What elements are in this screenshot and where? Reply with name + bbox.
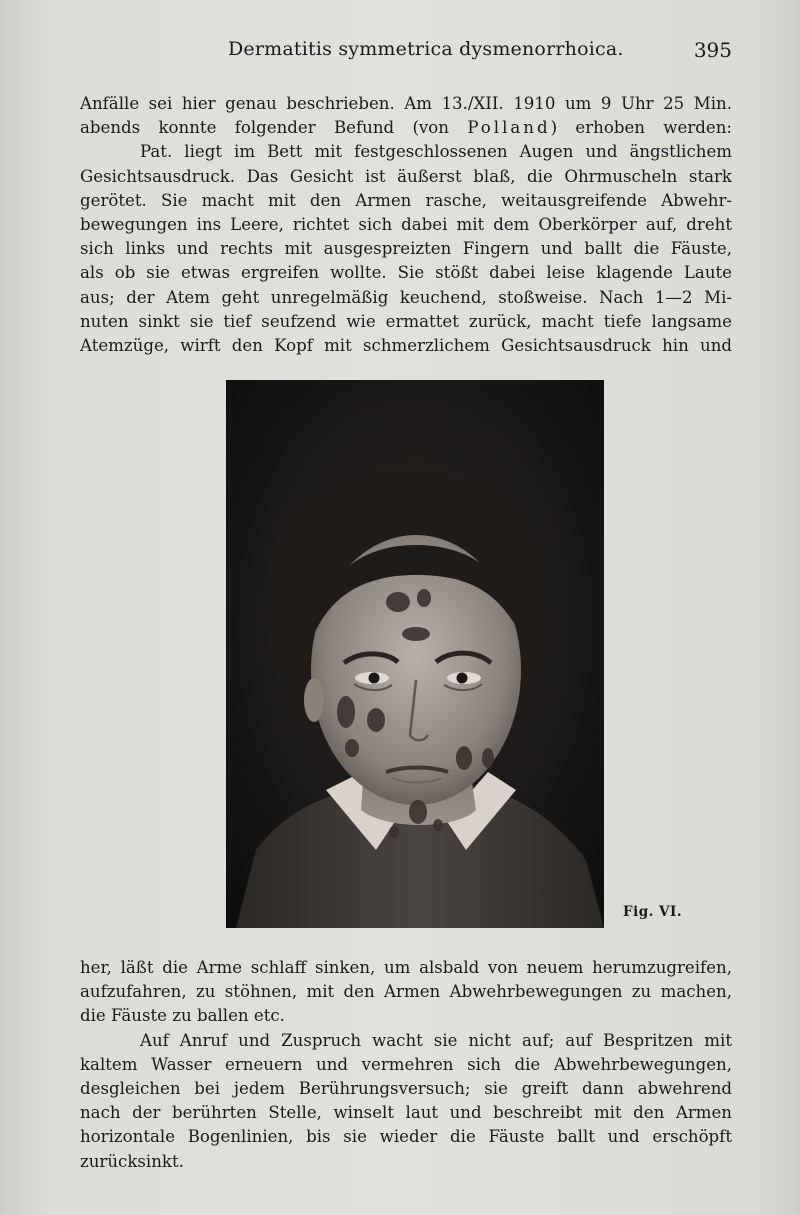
portrait-image <box>226 380 604 928</box>
text-line: nach der berührten Stelle, winselt laut und beschreibt mit den Armen <box>80 1103 732 1123</box>
text-line: horizontale Bogenlinien, bis sie wieder die Fäuste ballt und erschöpft <box>80 1127 732 1147</box>
text-line: aus; der Atem geht unregelmäßig keuchend, stoßweise. Nach 1—2 Mi- <box>80 287 732 307</box>
text-line: gerötet. Sie macht mit den Armen rasche, weitausgreifende Abwehr- <box>80 190 732 210</box>
text-line: Gesichtsausdruck. Das Gesicht ist äußerst blaß, die Ohrmuscheln stark <box>80 166 732 186</box>
paragraph-top <box>80 92 732 358</box>
text-line: aufzufahren, zu stöhnen, mit den Armen Abwehrbewegungen zu machen, <box>80 982 732 1002</box>
text-line: desgleichen bei jedem Berührungsversuch; sie greift dann abwehrend <box>80 1079 732 1099</box>
portrait-photograph <box>226 380 604 928</box>
text-line: als ob sie etwas ergreifen wollte. Sie stößt dabei leise klagende Laute <box>80 263 732 283</box>
figure-caption: Fig. VI. <box>623 904 683 920</box>
text-line <box>80 116 732 140</box>
paragraph-bottom <box>80 956 732 1174</box>
text-line: Atemzüge, wirft den Kopf mit schmerzlichem Gesichtsausdruck hin und <box>80 336 732 356</box>
running-title: Dermatitis symmetrica dysmenorrhoica. <box>228 38 624 60</box>
text-fragment: abends konnte folgender Befund (von <box>80 118 468 138</box>
text-line: nuten sinkt sie tief seufzend wie ermattet zurück, macht tiefe langsame <box>80 311 732 331</box>
page-number: 395 <box>693 38 732 62</box>
text-line: kaltem Wasser erneuern und vermehren sich die Abwehrbewegungen, <box>80 1054 732 1074</box>
text-line: Anfälle sei hier genau beschrieben. Am 13./XII. 1910 um 9 Uhr 25 Min. <box>80 94 732 113</box>
spaced-name: Polland <box>467 118 551 138</box>
text-fragment: ) erhoben werden: <box>550 118 732 138</box>
text-line: sich links und rechts mit ausgespreizten Fingern und ballt die Fäuste, <box>80 239 732 259</box>
text-line: zurücksinkt. <box>80 1151 184 1171</box>
text-line: Pat. liegt im Bett mit festgeschlossenen Augen und ängstlichem <box>140 142 732 162</box>
text-line: Auf Anruf und Zuspruch wacht sie nicht auf; auf Bespritzen mit <box>140 1030 732 1050</box>
text-line: die Fäuste zu ballen etc. <box>80 1006 285 1026</box>
text-line: bewegungen ins Leere, richtet sich dabei mit dem Oberkörper auf, dreht <box>80 215 732 235</box>
text-line: her, läßt die Arme schlaff sinken, um alsbald von neuem herumzugreifen, <box>80 958 732 977</box>
